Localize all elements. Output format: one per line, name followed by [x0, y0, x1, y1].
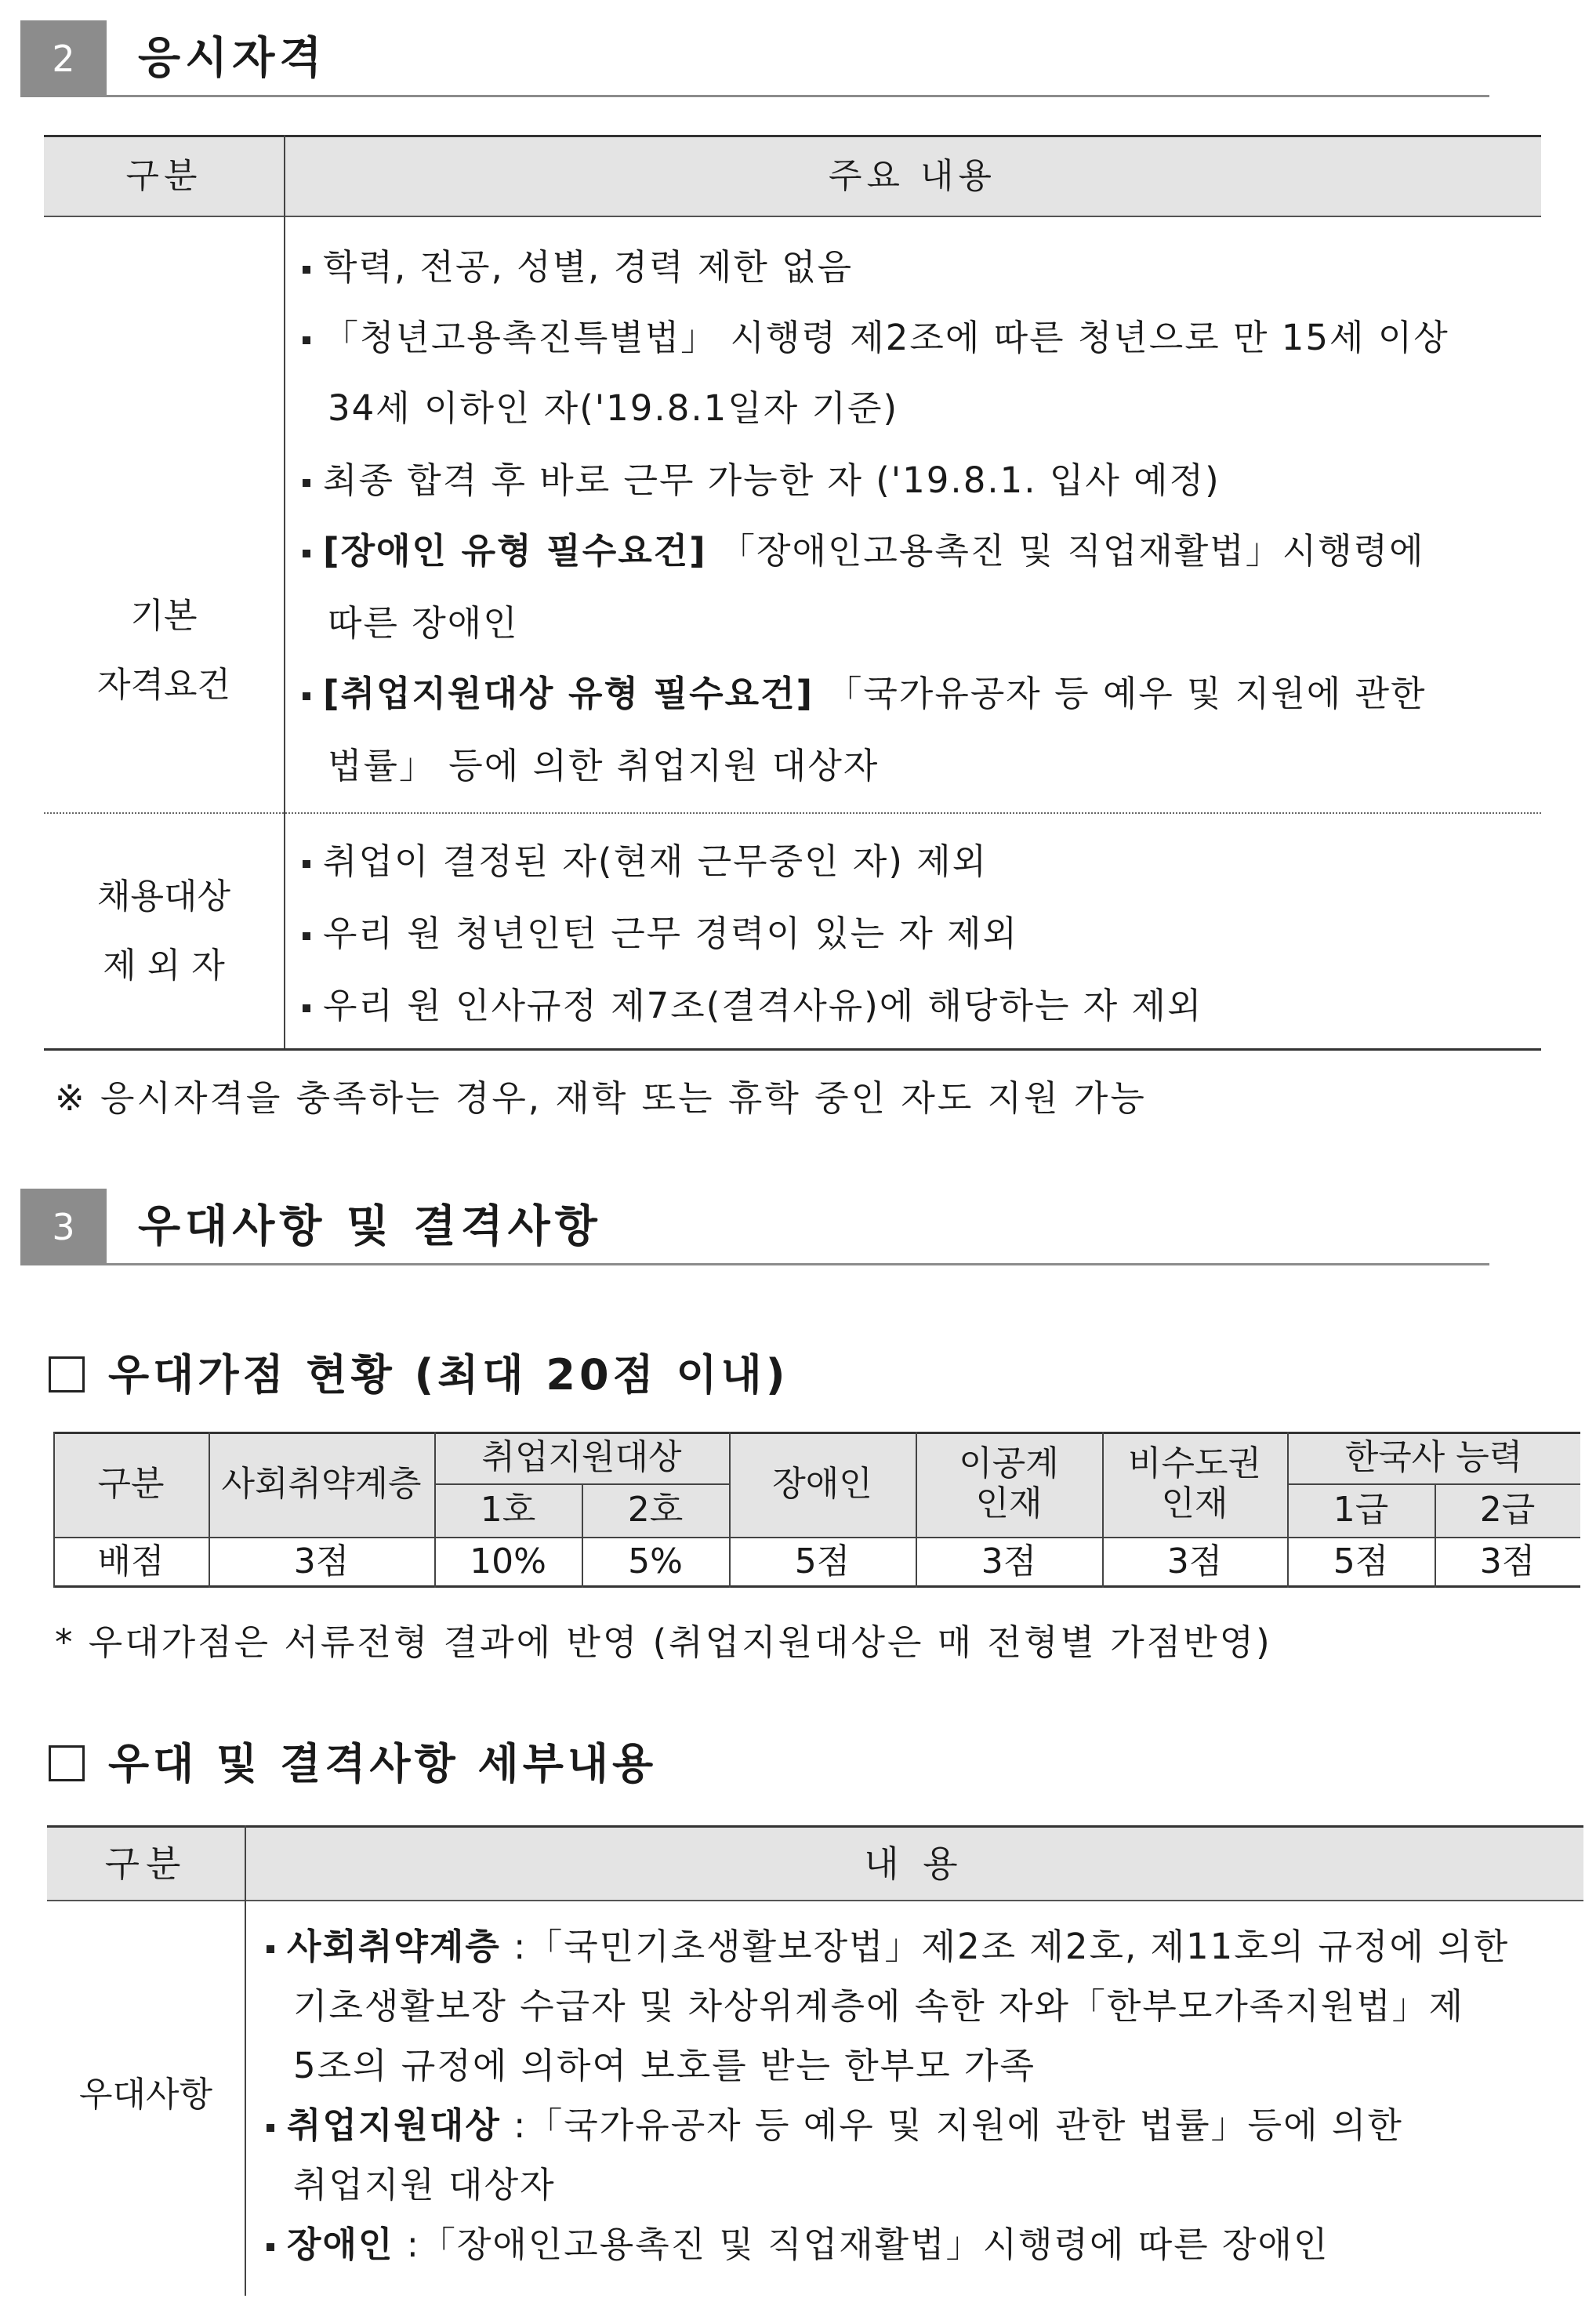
list-item: 취업이 결정된 자(현재 근무중인 자) 제외: [303, 833, 988, 884]
list-item: 최종 합격 후 바로 근무 가능한 자 ('19.8.1. 입사 예정): [303, 452, 1221, 503]
list-item-continuation: 취업지원 대상자: [293, 2164, 556, 2206]
list-item-continuation: 따른 장애인: [328, 602, 519, 644]
bullet-icon: [303, 932, 310, 940]
row-label-excluded: 채용대상 제 외 자: [96, 877, 230, 986]
bonus-note: * 우대가점은 서류전형 결과에 반영 (취업지원대상은 매 전형별 가점반영): [55, 1621, 1272, 1663]
section-3-header: [20, 1189, 1489, 1265]
list-item: 취업지원대상 :「국가유공자 등 예우 및 지원에 관한 법률」등에 의한: [267, 2097, 1403, 2148]
score-cell: 3점: [981, 1541, 1037, 1581]
list-item: 우리 원 청년인턴 근무 경력이 있는 자 제외: [303, 905, 1018, 956]
section-title: 우대사항 및 결격사항: [138, 1201, 602, 1252]
score-cell: 5점: [1333, 1541, 1389, 1581]
bullet-icon: [303, 1004, 310, 1012]
row-label-basic: 기본 자격요건: [96, 596, 230, 705]
header-vulnerable: 사회취약계층: [221, 1463, 422, 1504]
subheading-details: 우대 및 결격사항 세부내용: [49, 1733, 657, 1795]
list-item-continuation: 법률」 등에 의한 취업지원 대상자: [328, 745, 880, 786]
bullet-icon: [303, 860, 310, 868]
section-number: 3: [20, 1189, 107, 1265]
header-history-grade-2: 2급: [1479, 1489, 1536, 1530]
score-cell: 10%: [470, 1541, 546, 1581]
header-korean-history: 한국사 능력: [1344, 1436, 1523, 1477]
column-divider: [245, 1825, 246, 2296]
bullet-icon: [303, 550, 310, 557]
header-category: 구분: [125, 156, 202, 196]
score-cell: 3점: [1166, 1541, 1223, 1581]
header-content: 내 용: [864, 1843, 964, 1885]
bullet-icon: [267, 2243, 274, 2251]
list-item: 장애인 :「장애인고용촉진 및 직업재활법」시행령에 따른 장애인: [267, 2216, 1329, 2267]
bullet-icon: [303, 336, 310, 344]
list-item: 「청년고용촉진특별법」 시행령 제2조에 따른 청년으로 만 15세 이상: [303, 309, 1449, 360]
list-item: [취업지원대상 유형 필수요건] 「국가유공자 등 예우 및 지원에 관한: [303, 665, 1427, 716]
row-label-preference: 우대사항: [78, 2075, 212, 2115]
table-header: [47, 1825, 1583, 1901]
list-item-continuation: 기초생활보장 수급자 및 차상위계층에 속한 자와「한부모가족지원법」제: [293, 1985, 1465, 2027]
section-title: 응시자격: [138, 33, 327, 84]
table-header: [44, 135, 1541, 217]
header-history-grade-1: 1급: [1333, 1489, 1389, 1530]
bullet-icon: [303, 479, 310, 487]
row-label-score: 배점: [97, 1541, 165, 1581]
list-item: [장애인 유형 필수요건] 「장애인고용촉진 및 직업재활법」시행령에: [303, 522, 1425, 573]
header-category: 구분: [104, 1843, 187, 1885]
header-non-metro: 비수도권 인재: [1127, 1443, 1261, 1523]
score-cell: 5점: [794, 1541, 851, 1581]
header-science: 이공계 인재: [959, 1443, 1059, 1523]
bonus-points-table: [53, 1432, 1580, 1589]
bullet-icon: [303, 266, 310, 274]
section-2-header: [20, 20, 1489, 97]
preference-details-table: [47, 1825, 1583, 2296]
header-category: 구분: [97, 1463, 165, 1504]
row-divider: [44, 812, 1541, 814]
eligibility-table: [44, 135, 1541, 1051]
bullet-icon: [267, 1945, 274, 1953]
header-employment-2: 2호: [627, 1489, 684, 1530]
score-cell: 3점: [293, 1541, 350, 1581]
section-number: 2: [20, 20, 107, 97]
header-employment-support: 취업지원대상: [481, 1436, 682, 1477]
list-item-continuation: 34세 이하인 자('19.8.1일자 기준): [328, 387, 899, 429]
bullet-icon: [267, 2124, 274, 2132]
header-disabled: 장애인: [772, 1463, 872, 1504]
score-cell: 3점: [1479, 1541, 1536, 1581]
list-item: 우리 원 인사규정 제7조(결격사유)에 해당하는 자 제외: [303, 977, 1202, 1028]
header-employment-1: 1호: [480, 1489, 536, 1530]
score-cell: 5%: [628, 1541, 683, 1581]
checkbox-icon: [49, 1745, 85, 1781]
section-underline: [107, 1263, 1489, 1265]
list-item: 사회취약계층 :「국민기초생활보장법」제2조 제2호, 제11호의 규정에 의한: [267, 1918, 1509, 1969]
column-divider: [284, 135, 285, 1051]
header-content: 주요 내용: [828, 156, 996, 196]
list-item: 학력, 전공, 성별, 경력 제한 없음: [303, 238, 853, 289]
list-item-continuation: 5조의 규정에 의하여 보호를 받는 한부모 가족: [293, 2045, 1036, 2086]
bullet-icon: [303, 692, 310, 700]
subheading-bonus: 우대가점 현황 (최대 20점 이내): [49, 1344, 789, 1407]
table-bottom-border: [44, 1048, 1541, 1051]
section-underline: [107, 95, 1489, 97]
checkbox-icon: [49, 1356, 85, 1392]
eligibility-note: ※ 응시자격을 충족하는 경우, 재학 또는 휴학 중인 자도 지원 가능: [55, 1077, 1147, 1119]
